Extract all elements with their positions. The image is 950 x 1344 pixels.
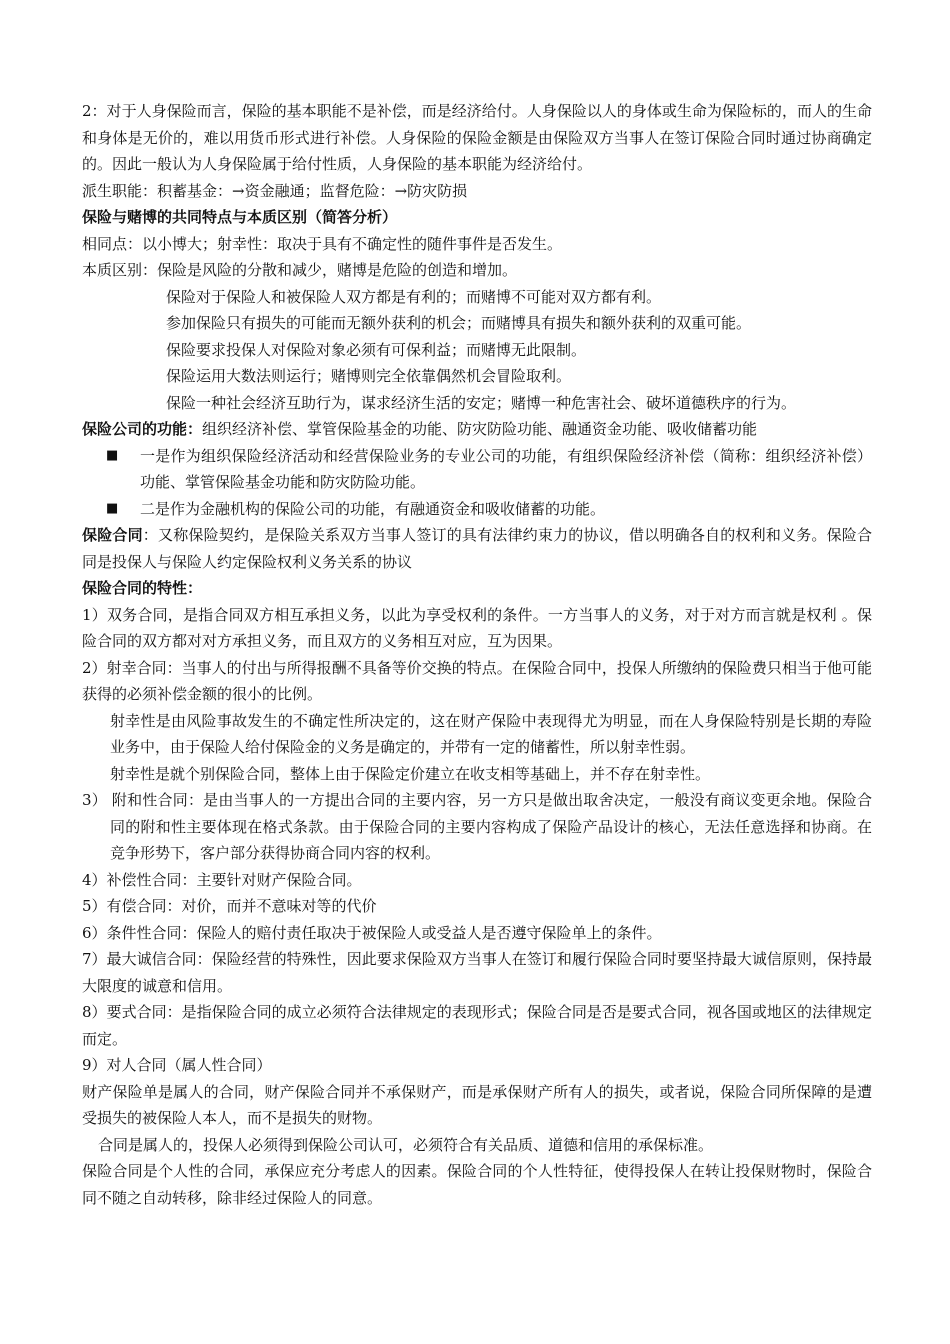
characteristic-item: 2）射幸合同：当事人的付出与所得报酬不具备等价交换的特点。在保险合同中，投保人所缴纳的保险费只相当于他可能获得的必须补偿金额的很小的比例。 — [82, 658, 872, 703]
characteristic-note: 合同是属人的，投保人必须得到保险公司认可，必须符合有关品质、道德和信用的承保标准。 — [98, 1135, 714, 1154]
document-body — [82, 98, 872, 1211]
bullet-item — [82, 496, 872, 523]
heading-contract-characteristics: 保险合同的特性： — [82, 579, 203, 597]
difference-item: 保险要求投保人对保险对象必须有可保利益；而赌博无此限制。 — [166, 340, 587, 359]
paragraph-derived-functions: 派生职能：积蓄基金：→资金融通；监督危险：→防灾防损 — [82, 181, 468, 200]
insurance-contract-text: ：又称保险契约，是保险关系双方当事人签订的具有法律约束力的协议，借以明确各自的权利和义务。保险合同是投保人与保险人约定保险权利义务关系的协议 — [82, 526, 872, 571]
characteristic-note: 财产保险单是属人的合同，财产保险合同并不承保财产，而是承保财产所有人的损失，或者说，保险合同所保障的是遭受损失的被保险人本人，而不是损失的财物。 — [82, 1082, 872, 1127]
bullet-text: 二是作为金融机构的保险公司的功能，有融通资金和吸收储蓄的功能。 — [140, 499, 606, 518]
square-bullet-icon: ■ — [106, 447, 119, 463]
paragraph-essential-difference: 本质区别：保险是风险的分散和减少，赌博是危险的创造和增加。 — [82, 261, 518, 279]
characteristic-item: 8）要式合同：是指保险合同的成立必须符合法律规定的表现形式；保险合同是否是要式合同，视各国或地区的法律规定而定。 — [82, 1003, 872, 1048]
characteristic-item: 3） 附和性合同：是由当事人的一方提出合同的主要内容，另一方只是做出取舍决定，一般没有商议变更余地。保险合同的附和性主要体现在格式条款。由于保险合同的主要内容构成了保险产品设计的核心，无法任意选择和协商。在竞争形势下，客户部分获得协商合同内容的权利。 — [82, 791, 872, 862]
bullet-item — [82, 443, 872, 496]
characteristic-item: 7）最大诚信合同：保险经营的特殊性，因此要求保险双方当事人在签订和履行保险合同时要坚持最大诚信原则，保持最大限度的诚意和信用。 — [82, 950, 872, 995]
paragraph-similarities: 相同点：以小博大；射幸性：取决于具有不确定性的随件事件是否发生。 — [82, 234, 563, 253]
characteristic-item: 5）有偿合同：对价，而并不意味对等的代价 — [82, 897, 377, 915]
heading-insurance-vs-gambling: 保险与赌博的共同特点与本质区别（简答分析） — [82, 208, 398, 226]
characteristic-item: 1）双务合同，是指合同双方相互承担义务，以此为享受权利的条件。一方当事人的义务，对于对方而言就是权利 。保险合同的双方都对对方承担义务，而且双方的义务相互对应，互为因果。 — [82, 605, 872, 650]
characteristic-item: 6）条件性合同：保险人的赔付责任取决于被保险人或受益人是否遵守保险单上的条件。 — [82, 923, 662, 942]
company-functions-text: 组织经济补偿、掌管保险基金的功能、防灾防险功能、融通资金功能、吸收储蓄功能 — [202, 420, 758, 438]
paragraph-company-functions — [82, 416, 872, 443]
characteristic-note: 射幸性是由风险事故发生的不确定性所决定的，这在财产保险中表现得尤为明显，而在人身保险特别是长期的寿险业务中，由于保险人给付保险金的义务是确定的，并带有一定的储蓄性，所以射幸性弱。 — [110, 711, 872, 756]
heading-insurance-contract: 保险合同 — [82, 526, 143, 544]
difference-item: 保险一种社会经济互助行为，谋求经济生活的安定；赌博一种危害社会、破坏道德秩序的行为。 — [166, 393, 797, 412]
characteristic-note: 射幸性是就个别保险合同，整体上由于保险定价建立在收支相等基础上，并不存在射幸性。 — [110, 764, 711, 783]
bullet-text: 一是作为组织保险经济活动和经营保险业务的专业公司的功能，有组织保险经济补偿（简称：组织经济补偿）功能、掌管保险基金功能和防灾防险功能。 — [140, 446, 872, 491]
difference-item: 参加保险只有损失的可能而无额外获利的机会；而赌博具有损失和额外获利的双重可能。 — [166, 314, 752, 332]
heading-company-functions: 保险公司的功能： — [82, 420, 203, 438]
square-bullet-icon: ■ — [106, 500, 119, 516]
characteristic-item: 4）补偿性合同：主要针对财产保险合同。 — [82, 870, 362, 889]
paragraph-life-insurance: 2：对于人身保险而言，保险的基本职能不是补偿，而是经济给付。人身保险以人的身体或生命为保险标的，而人的生命和身体是无价的，难以用货币形式进行补偿。人身保险的保险金额是由保险双方当事人在签订保险合同时通过协商确定的。因此一般认为人身保险属于给付性质，人身保险的基本职能为经济给付。 — [82, 102, 872, 173]
difference-item: 保险运用大数法则运行；赌博则完全依靠偶然机会冒险取利。 — [166, 367, 572, 385]
characteristic-item: 9）对人合同（属人性合同） — [82, 1056, 272, 1074]
characteristic-note: 保险合同是个人性的合同，承保应充分考虑人的因素。保险合同的个人性特征，使得投保人在转让投保财物时，保险合同不随之自动转移，除非经过保险人的同意。 — [82, 1162, 872, 1207]
paragraph-insurance-contract — [82, 522, 872, 575]
difference-item: 保险对于保险人和被保险人双方都是有利的；而赌博不可能对双方都有利。 — [166, 287, 662, 306]
